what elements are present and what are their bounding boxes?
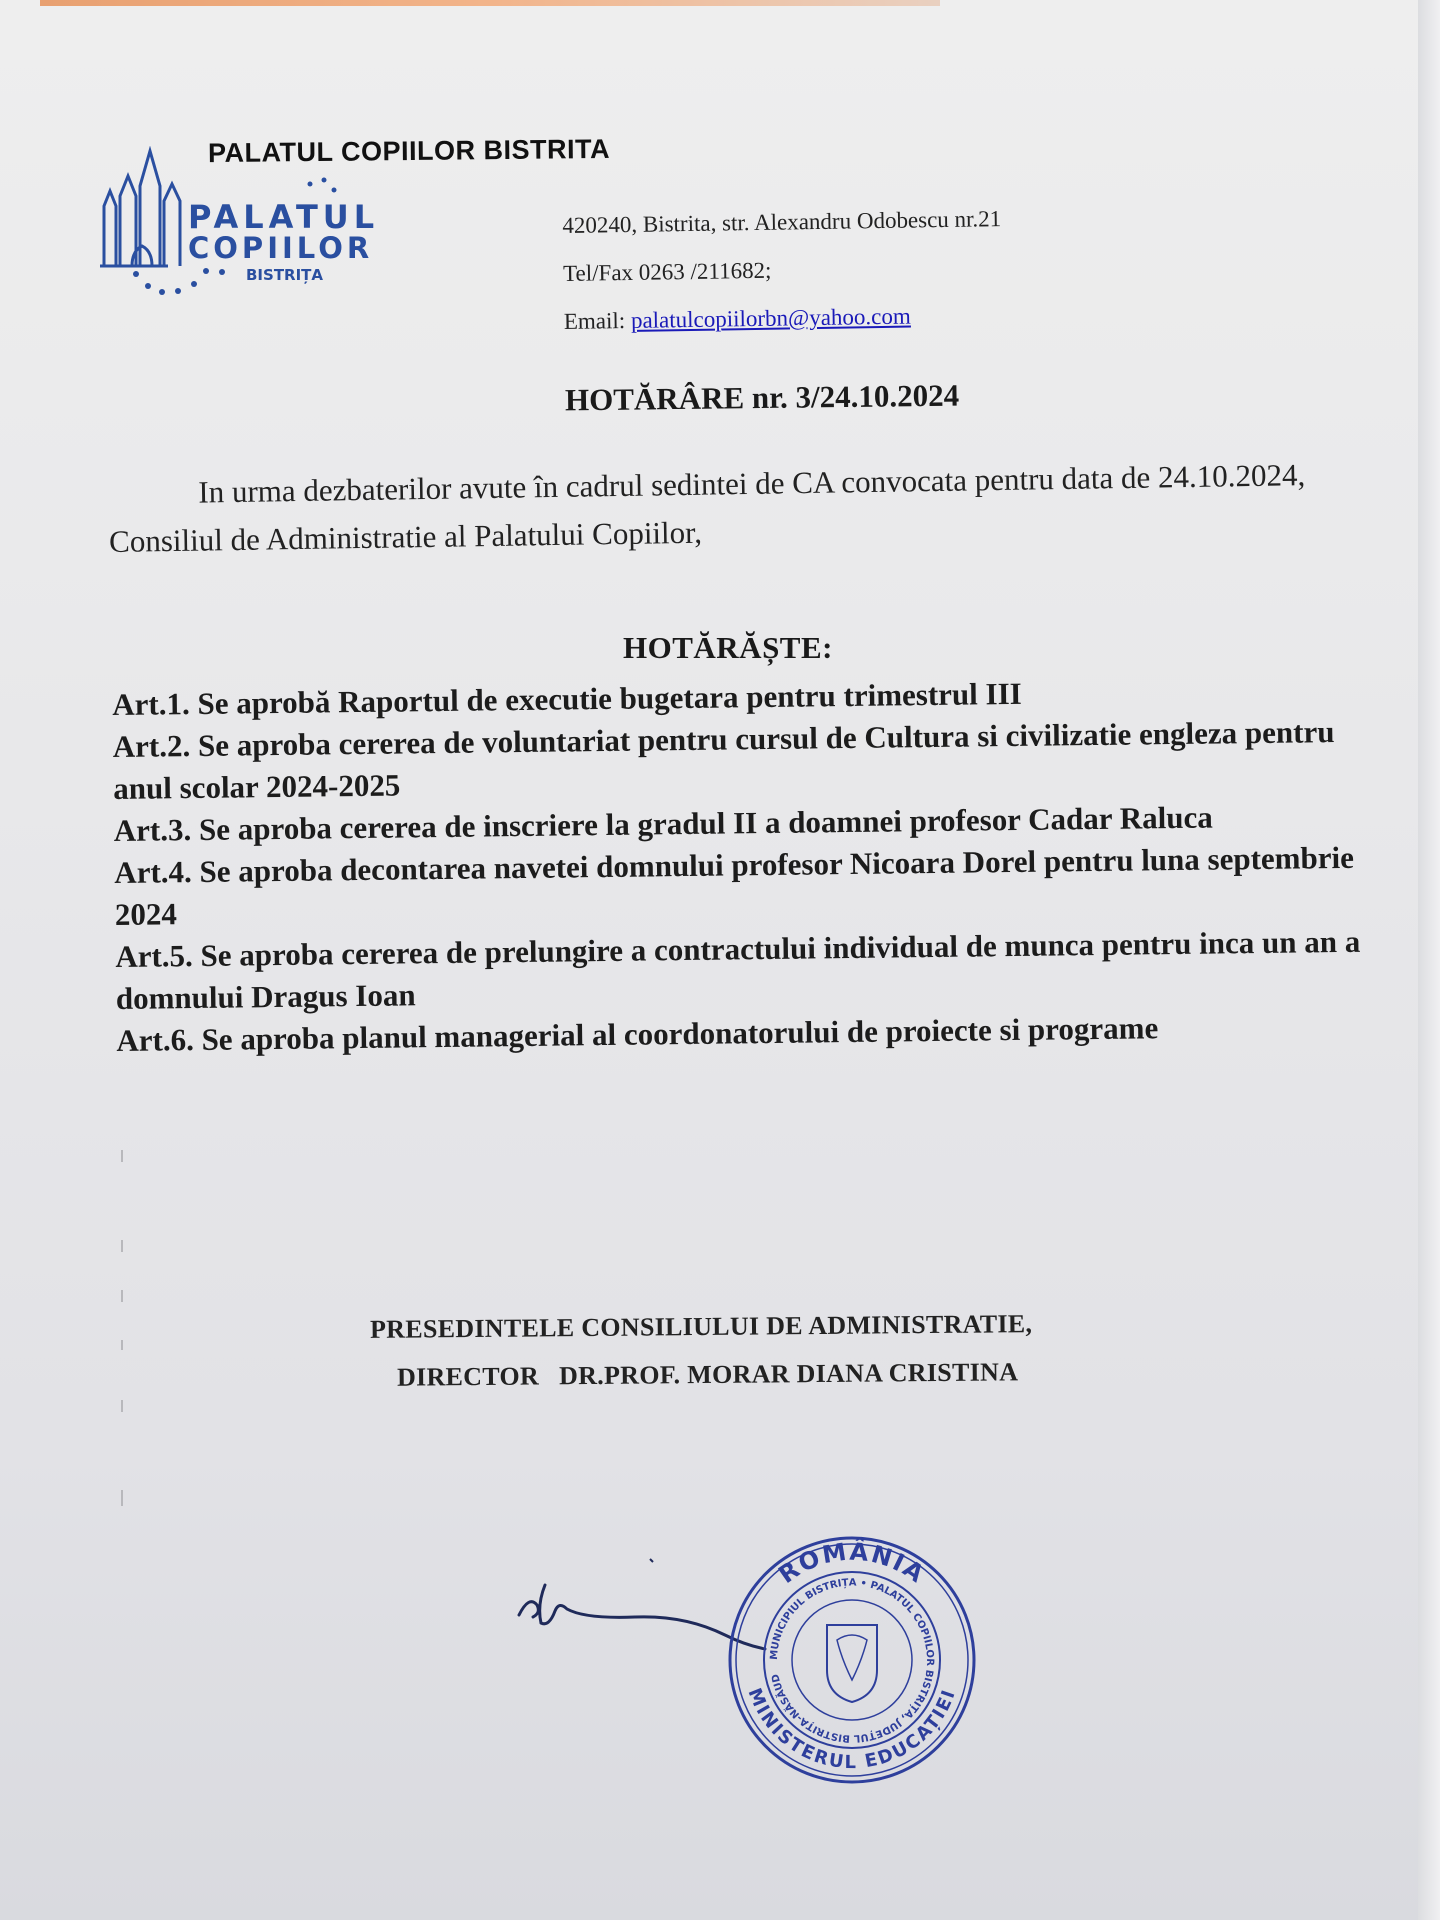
email-link[interactable]: palatulcopiilorbn@yahoo.com <box>630 303 911 333</box>
email-label: Email: <box>563 308 626 334</box>
contact-block <box>562 195 1003 346</box>
intro-paragraph <box>108 451 1309 566</box>
intro-text: In urma dezbaterilor avute în cadrul sedintei de CA convocata pentru data de 24.10.2024, Consiliul de Administratie al Palatului Copiilor, <box>108 457 1306 559</box>
page-edge <box>1418 0 1440 1920</box>
article-item: Art.2. Se aproba cererea de voluntariat pentru cursul de Cultura si civilizatie engleza pentru anul scolar 2024-2025 <box>112 714 1335 806</box>
logo-line3: BISTRIȚA <box>246 266 324 284</box>
logo-line2: COPIILOR <box>188 231 374 265</box>
signatory-role: PRESEDINTELE CONSILIULUI DE ADMINISTRATIE, <box>369 1309 1033 1344</box>
article-item: Art.6. Se aproba planul managerial al coordonatorului de proiecte si programe <box>116 1010 1159 1058</box>
top-edge-strip <box>40 0 940 6</box>
decides-heading: HOTĂRĂȘTE: <box>623 630 833 665</box>
margin-marks <box>116 1150 128 1510</box>
signatory-line <box>397 1357 1018 1392</box>
article-item: Art.4. Se aproba decontarea navetei domnului profesor Nicoara Dorel pentru luna septembrie 2024 <box>114 839 1355 932</box>
article-item: Art.1. Se aprobă Raportul de executie bugetara pentru trimestrul III <box>112 675 1022 722</box>
palatul-copiilor-logo <box>98 146 398 306</box>
phone-line: Tel/Fax 0263 /211682; <box>562 257 772 286</box>
logo-line1: PALATUL <box>188 198 380 236</box>
article-item: Art.5. Se aproba cererea de prelungire a contractului individual de munca pentru inca un an a domnului Dragus Ioan <box>115 923 1361 1016</box>
official-stamp <box>722 1530 982 1790</box>
email-line <box>564 291 1004 346</box>
signatory-name: DR.PROF. MORAR DIANA CRISTINA <box>558 1357 1019 1391</box>
decision-title: HOTĂRÂRE nr. 3/24.10.2024 <box>564 377 960 418</box>
address-line: 420240, Bistrita, str. Alexandru Odobescu nr.21 <box>562 206 1002 238</box>
article-item: Art.3. Se aproba cererea de inscriere la gradul II a doamnei profesor Cadar Raluca <box>113 799 1213 848</box>
org-title: PALATUL COPIILOR BISTRITA <box>207 133 611 169</box>
articles-list <box>112 669 1377 1062</box>
stamp-inner-text: MUNICIPIUL BISTRIȚA • PALATUL COPIILOR BISTRIȚA, JUDEȚUL BISTRIȚA-NĂSĂUD <box>768 1577 936 1744</box>
signatory-title: DIRECTOR <box>396 1361 540 1392</box>
stamp-top-text: ROMÂNIA <box>773 1537 931 1590</box>
stamp-bottom-text: MINISTERUL EDUCAȚIEI <box>743 1685 961 1774</box>
